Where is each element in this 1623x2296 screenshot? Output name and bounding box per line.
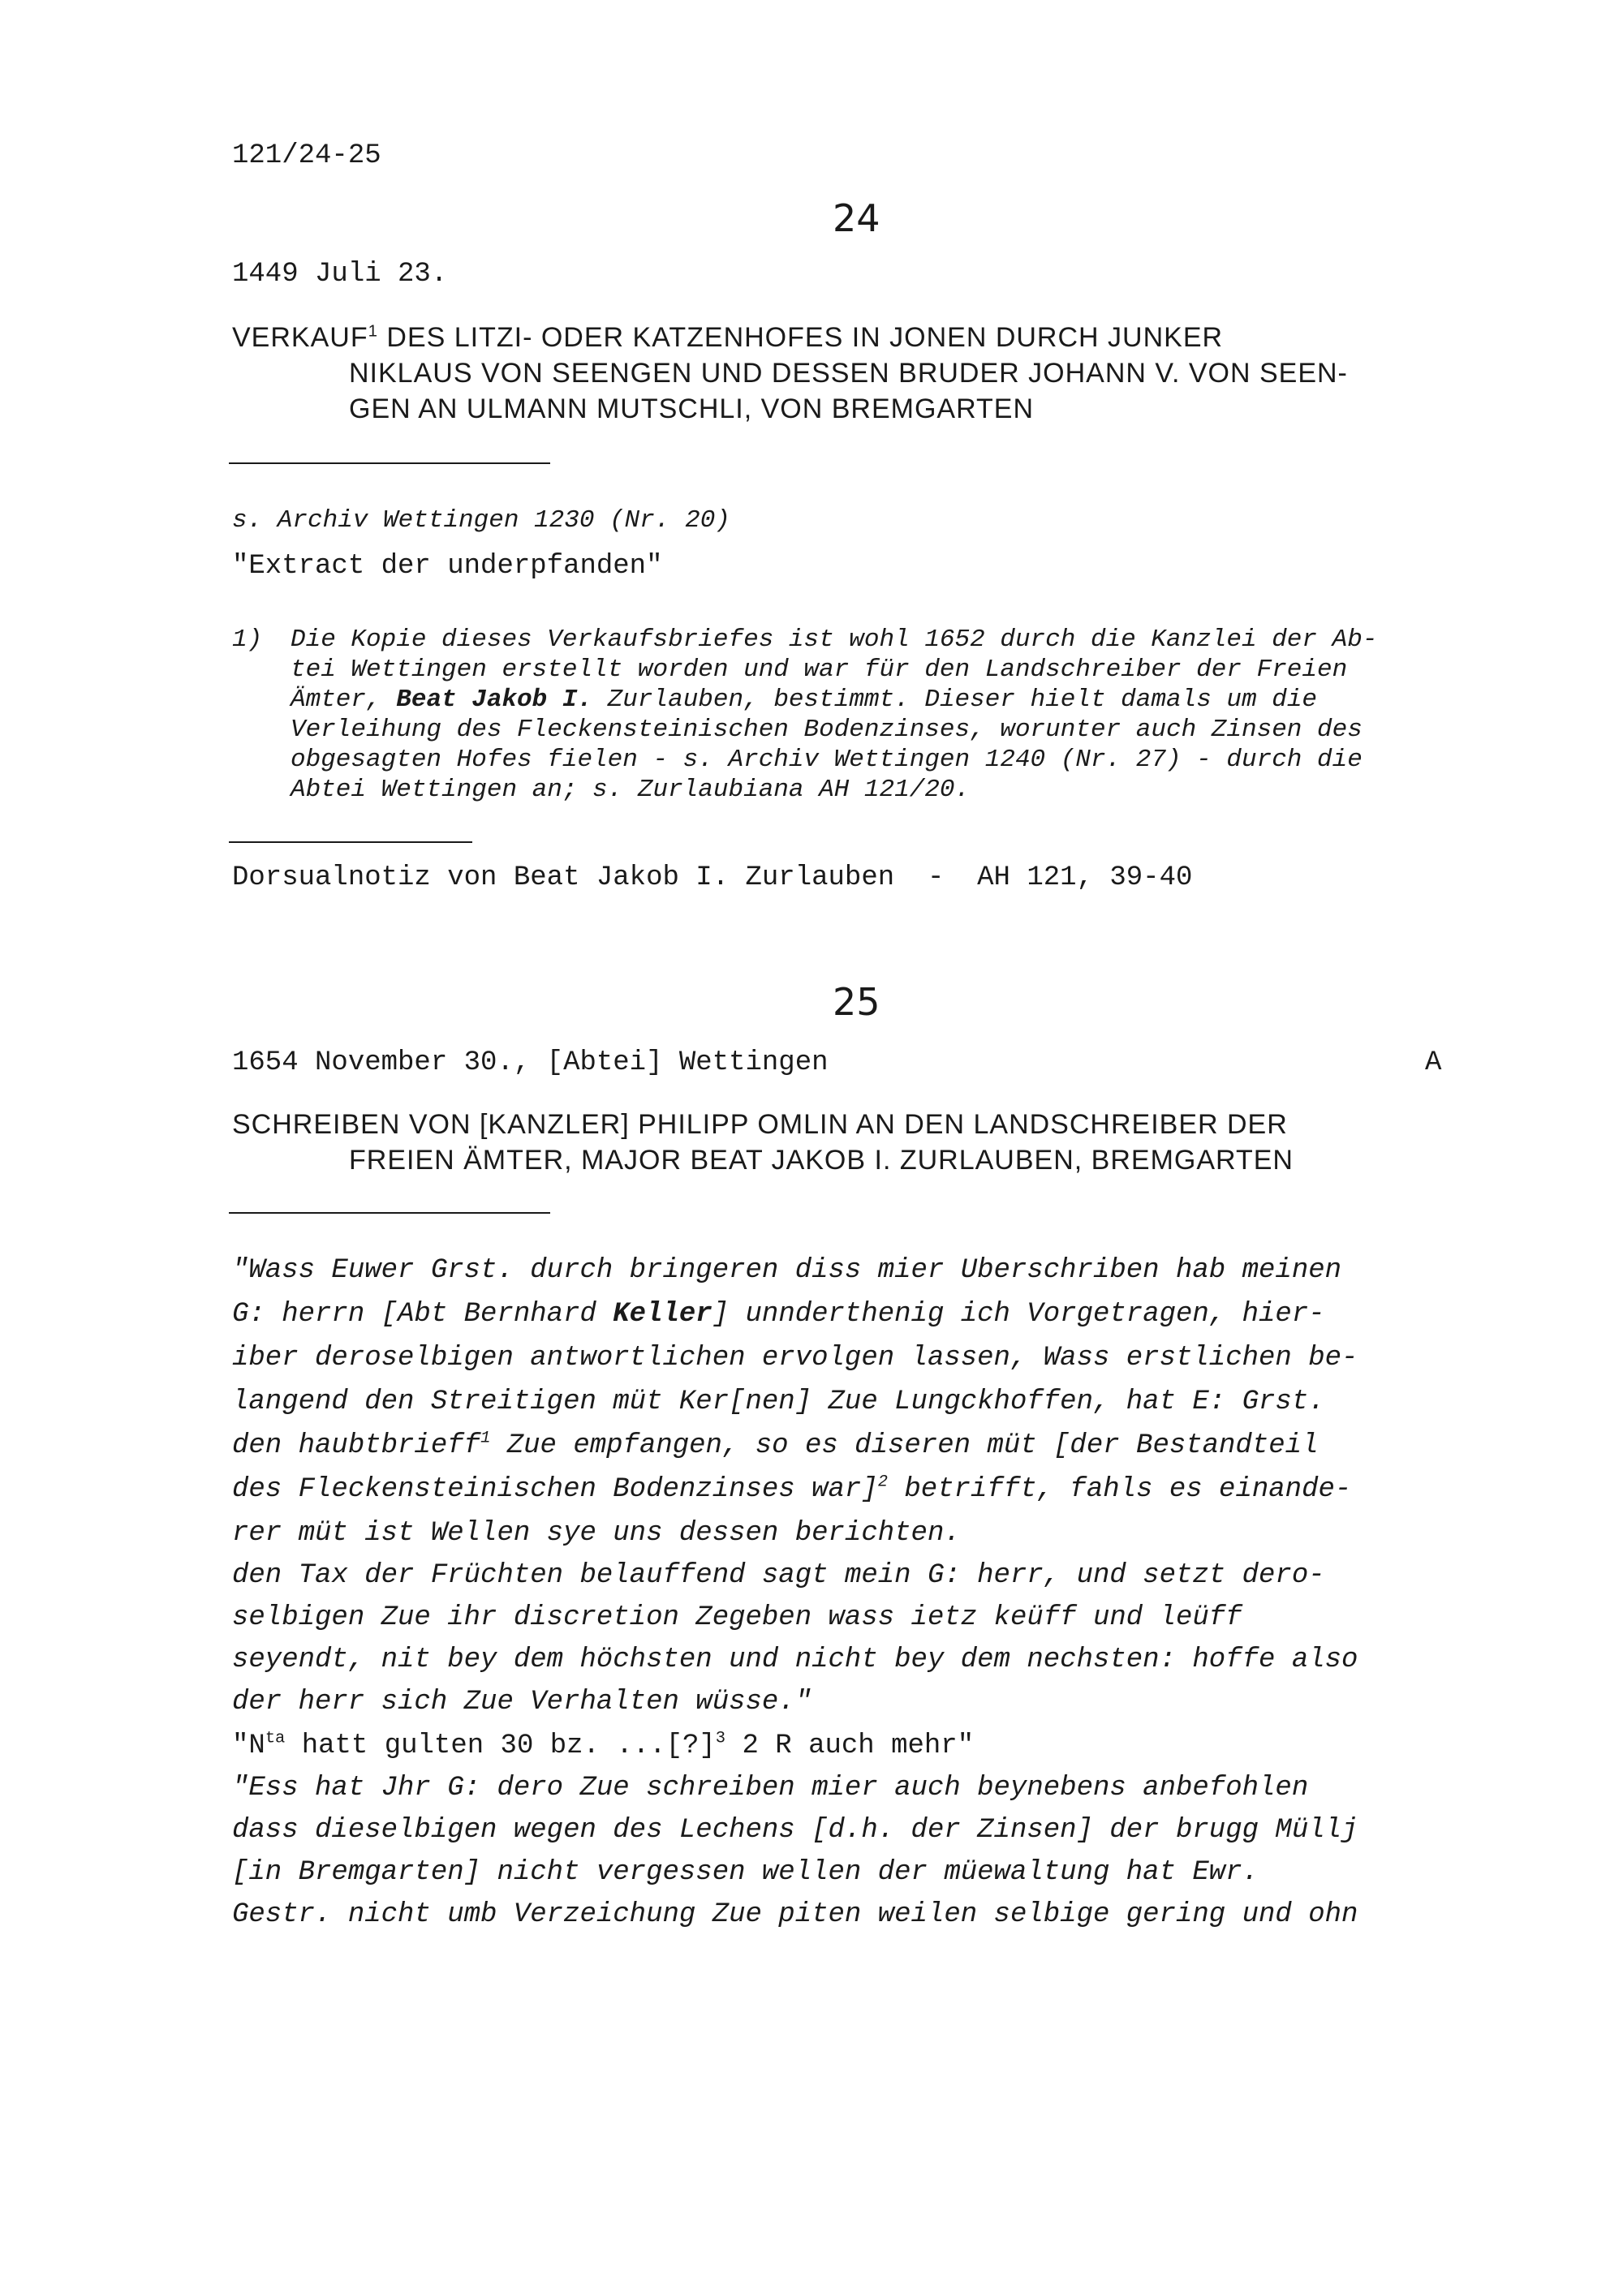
quote: "Extract der underpfanden" — [232, 551, 663, 582]
body-line: G: herrn [Abt Bernhard Keller] unnderthenig ich Vorgetragen, hier- — [232, 1299, 1325, 1330]
document-25-date: 1654 November 30., [Abtei] Wettingen — [232, 1047, 829, 1078]
body-line: "Ess hat Jhr G: dero Zue schreiben mier auch beynebens anbefohlen — [232, 1773, 1309, 1804]
footnote-line: Verleihung des Fleckensteinischen Bodenzinses, worunter auch Zinsen des — [291, 716, 1363, 744]
title-line: FREIEN ÄMTER, MAJOR BEAT JAKOB I. ZURLAUBEN, BREMGARTEN — [349, 1145, 1294, 1176]
dorsal-note: Dorsualnotiz von Beat Jakob I. Zurlauben - AH 121, 39-40 — [232, 862, 1193, 893]
body-line: "Wass Euwer Grst. durch bringeren diss mier Uberschriben hab meinen — [232, 1255, 1342, 1286]
footnote-line: tei Wettingen erstellt worden und war für den Landschreiber der Freien — [291, 656, 1348, 684]
footnote-line: Ämter, Beat Jakob I. Zurlauben, bestimmt. Dieser hielt damals um die — [291, 686, 1318, 714]
body-line: "$N^{ta}$ hatt gulten 30 bz. ...[?]$^3$ 2 R auch mehr" — [232, 1729, 975, 1761]
body-line: den haubtbrieff$^1$ Zue empfangen, so es diseren müt [der Bestandteil — [232, 1429, 1319, 1461]
reference-number: 121/24-25 — [232, 140, 381, 171]
footnote-ref: 1 — [368, 322, 378, 341]
divider — [229, 841, 472, 843]
body-line: der herr sich Zue Verhalten wüsse." — [232, 1687, 812, 1718]
body-line: langend den Streitigen müt Ker[nen] Zue Lungckhoffen, hat E: Grst. — [232, 1387, 1325, 1417]
body-line: dass dieselbigen wegen des Lechens [d.h. der Zinsen] der brugg Müllj — [232, 1815, 1358, 1846]
document-number-24: 24 — [833, 196, 880, 240]
body-line: selbigen Zue ihr discretion Zegeben wass ietz keüff und leüff — [232, 1602, 1242, 1633]
footnote-ref: 2 — [877, 1473, 888, 1492]
footnote-line: obgesagten Hofes fielen - s. Archiv Wettingen 1240 (Nr. 27) - durch die — [291, 746, 1363, 774]
footnote-marker: 1) — [232, 626, 263, 654]
divider — [229, 462, 550, 464]
title-line: NIKLAUS VON SEENGEN UND DESSEN BRUDER JOHANN V. VON SEEN- — [349, 358, 1348, 389]
body-line: rer müt ist Wellen sye uns dessen berichten. — [232, 1518, 961, 1549]
body-line: seyendt, nit bey dem höchsten und nicht bey dem nechsten: hoffe also — [232, 1645, 1358, 1675]
footnote-ref: 1 — [480, 1429, 491, 1448]
title-line: VERKAUF$^1$ DES LITZI- ODER KATZENHOFES IN JONEN DURCH JUNKER — [232, 322, 1224, 353]
version-mark: A — [1425, 1047, 1442, 1078]
body-line: des Fleckensteinischen Bodenzinses war]$^2$ betrifft, fahls es einande- — [232, 1473, 1352, 1505]
footnote-line: Die Kopie dieses Verkaufsbriefes ist wohl 1652 durch die Kanzlei der Ab- — [291, 626, 1378, 654]
bold-name: Keller — [613, 1299, 712, 1330]
body-line: den Tax der Früchten belauffend sagt mein G: herr, und setzt dero- — [232, 1560, 1325, 1591]
source-reference: s. Archiv Wettingen 1230 (Nr. 20) — [232, 506, 730, 535]
document-number-25: 25 — [833, 980, 880, 1024]
footnote-ref: 3 — [715, 1729, 726, 1748]
footnote-line: Abtei Wettingen an; s. Zurlaubiana AH 121/20. — [291, 776, 971, 804]
document-24-date: 1449 Juli 23. — [232, 259, 448, 290]
body-line: [in Bremgarten] nicht vergessen wellen der müewaltung hat Ewr. — [232, 1857, 1259, 1888]
title-line: SCHREIBEN VON [KANZLER] PHILIPP OMLIN AN DEN LANDSCHREIBER DER — [232, 1109, 1288, 1140]
title-line: GEN AN ULMANN MUTSCHLI, VON BREMGARTEN — [349, 393, 1035, 424]
bold-name: Beat Jakob I. — [396, 686, 593, 714]
body-line: Gestr. nicht umb Verzeichung Zue piten weilen selbige gering und ohn — [232, 1899, 1358, 1930]
divider — [229, 1212, 550, 1214]
body-line: iber deroselbigen antwortlichen ervolgen lassen, Wass erstlichen be- — [232, 1343, 1358, 1374]
